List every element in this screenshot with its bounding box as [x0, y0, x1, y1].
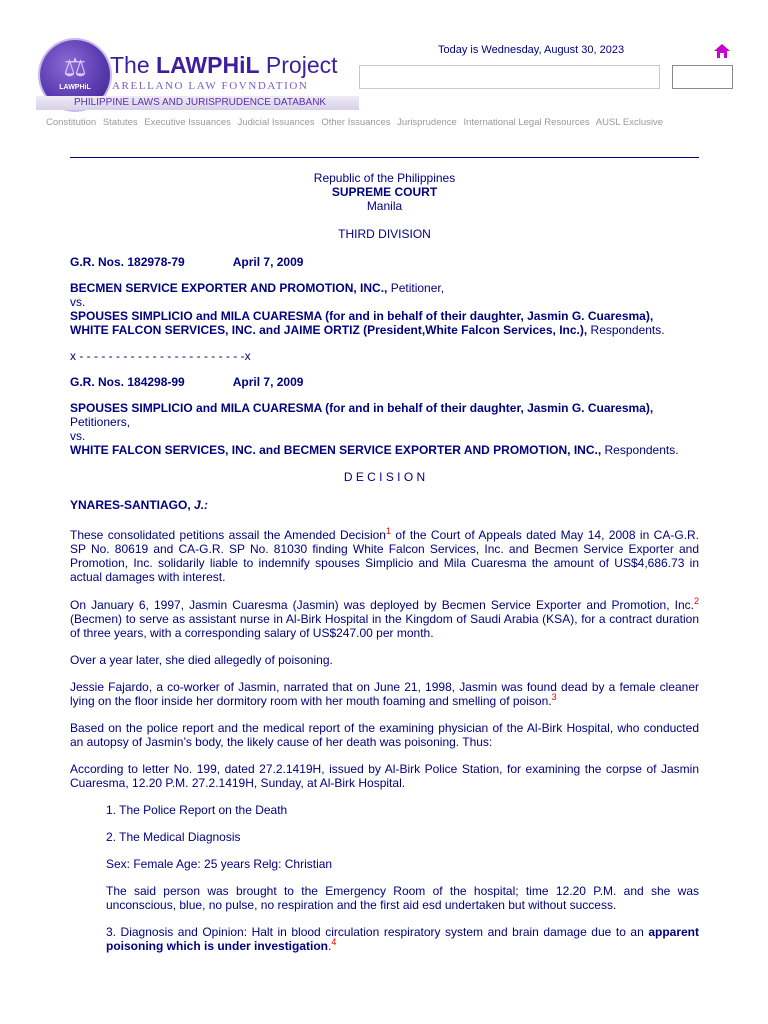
case2-petitioner: SPOUSES SIMPLICIO and MILA CUARESMA (for and in behalf of their daughter, Jasmin G. Cuaresma), [70, 401, 654, 415]
case2-petitioner-role: Petitioners, [70, 415, 131, 429]
case1-petitioner-role: Petitioner, [387, 281, 445, 295]
footnote-4-link[interactable]: 4 [331, 937, 337, 947]
quote-item-5 [106, 925, 699, 953]
court-city: Manila [366, 199, 403, 213]
case1-gr-line [70, 255, 699, 269]
nav-judicial-issuances[interactable]: Judicial Issuances [237, 117, 315, 128]
case1-respondent1: SPOUSES SIMPLICIO and MILA CUARESMA (for and in behalf of their daughter, Jasmin G. Cuaresma), [70, 309, 654, 323]
scales-of-justice-icon: ⚖ [63, 52, 87, 82]
paragraph-1-a: These consolidated petitions assail the Amended Decision [70, 528, 386, 542]
brand-project: Project [259, 52, 338, 78]
ponente-j: J.: [190, 498, 209, 512]
quote-item-5-b: apparent poisoning which is under investigation [106, 925, 699, 953]
decision-document [70, 171, 699, 953]
paragraph-4 [70, 680, 699, 708]
case1-date: April 7, 2009 [232, 255, 304, 269]
case2-date: April 7, 2009 [232, 375, 304, 389]
nav-ausl-exclusive[interactable]: AUSL Exclusive [595, 117, 664, 128]
case-separator: x - - - - - - - - - - - - - - - - - - - - - - -x [70, 349, 251, 363]
header-divider [70, 157, 699, 158]
case1-petitioner-line [70, 281, 699, 295]
footnote-1-link[interactable]: 1 [385, 526, 391, 536]
decision-heading: D E C I S I O N [343, 470, 426, 484]
databank-label: PHILIPPINE LAWS AND JURISPRUDENCE DATABANK [74, 97, 327, 108]
ponente-line [70, 498, 699, 512]
quote-item-1: 1. The Police Report on the Death [106, 803, 288, 817]
republic-line: Republic of the Philippines [313, 171, 456, 185]
court-name: SUPREME COURT [331, 185, 438, 199]
case2-respondent-line [70, 443, 699, 457]
case2-gr: G.R. Nos. 184298-99 [70, 375, 185, 389]
brand-lawphil: LAWPHiL [156, 52, 260, 78]
today-date: Today is Wednesday, August 30, 2023 [438, 44, 625, 56]
paragraph-6: According to letter No. 199, dated 27.2.1419H, issued by Al-Birk Police Station, for examining the corpse of Jasmin Cuaresma, 12.20 P.M. 27.2.1419H, Sunday, at Al-Birk Hospital. [70, 762, 699, 790]
ponente: YNARES-SANTIAGO, [70, 498, 191, 512]
paragraph-2-b: (Becmen) to serve as assistant nurse in Al-Birk Hospital in the Kingdom of Saudi Arabia (KSA), for a contract duration of three years, with a corresponding salary of US$247.00 per month. [70, 612, 699, 640]
paragraph-1 [70, 528, 699, 584]
main-nav [46, 117, 667, 128]
nav-executive-issuances[interactable]: Executive Issuances [144, 117, 231, 128]
case2-gr-line [70, 375, 699, 389]
paragraph-2 [70, 598, 699, 640]
brand-title[interactable] [110, 52, 338, 79]
nav-constitution[interactable]: Constitution [46, 117, 97, 128]
paragraph-2-a: On January 6, 1997, Jasmin Cuaresma (Jasmin) was deployed by Becmen Service Exporter and Promotion, Inc. [70, 598, 694, 612]
brand-the: The [110, 52, 157, 78]
footnote-2-link[interactable]: 2 [693, 596, 699, 606]
case2-respondent: WHITE FALCON SERVICES, INC. and BECMEN SERVICE EXPORTER AND PROMOTION, INC., [70, 443, 602, 457]
case1-respondent2: WHITE FALCON SERVICES, INC. and JAIME ORTIZ (President,White Falcon Services, Inc.), [70, 323, 588, 337]
brand-subtitle: ARELLANO LAW FOVNDATION [112, 80, 309, 92]
quote-item-2: 2. The Medical Diagnosis [106, 830, 241, 844]
site-header [0, 0, 768, 135]
nav-other-issuances[interactable]: Other Issuances [321, 117, 391, 128]
logo-text: LAWPHiL [59, 84, 91, 91]
division: THIRD DIVISION [338, 227, 431, 241]
quote-item-4: The said person was brought to the Emergency Room of the hospital; time 12.20 P.M. and she was unconscious, blue, no pulse, no respiration and the first aid esd undertaken but without success. [106, 884, 699, 912]
nav-statutes[interactable]: Statutes [102, 117, 138, 128]
search-input[interactable] [359, 65, 660, 89]
case1-gr: G.R. Nos. 182978-79 [70, 255, 185, 269]
search-button[interactable] [672, 65, 733, 89]
quote-item-5-a: 3. Diagnosis and Opinion: Halt in blood circulation respiratory system and brain damage due to an [106, 925, 649, 939]
case1-respondent-role: Respondents. [587, 323, 665, 337]
case1-vs: vs. [70, 295, 86, 309]
paragraph-4-a: Jessie Fajardo, a co-worker of Jasmin, narrated that on June 21, 1998, Jasmin was found dead by a female cleaner lying on the floor inside her dormitory room with her mouth foaming and smelling of poison. [70, 680, 699, 708]
quote-item-5-c: . [328, 939, 332, 953]
case1-respondent2-line [70, 323, 699, 337]
paragraph-1-b: of the Court of Appeals dated May 14, 2008 in CA-G.R. SP No. 80619 and CA-G.R. SP No. 81030 finding White Falcon Services, Inc. and Becmen Service Exporter and Promotion, Inc. solidarily liable to indemnify spouses Simplicio and Mila Cuaresma the amount of US$4,686.73 in actual damages with interest. [70, 528, 699, 584]
footnote-3-link[interactable]: 3 [551, 692, 557, 702]
case1-petitioner: BECMEN SERVICE EXPORTER AND PROMOTION, INC., [70, 281, 388, 295]
case2-respondent-role: Respondents. [601, 443, 679, 457]
case2-vs: vs. [70, 429, 86, 443]
home-icon[interactable] [714, 44, 730, 58]
nav-international-legal-resources[interactable]: International Legal Resources [463, 117, 590, 128]
nav-jurisprudence[interactable]: Jurisprudence [397, 117, 457, 128]
quote-item-3: Sex: Female Age: 25 years Relg: Christian [106, 857, 333, 871]
paragraph-3: Over a year later, she died allegedly of poisoning. [70, 653, 333, 667]
paragraph-5: Based on the police report and the medical report of the examining physician of the Al-Birk Hospital, who conducted an autopsy of Jasmin’s body, the likely cause of her death was poisoning. Thus: [70, 721, 699, 749]
